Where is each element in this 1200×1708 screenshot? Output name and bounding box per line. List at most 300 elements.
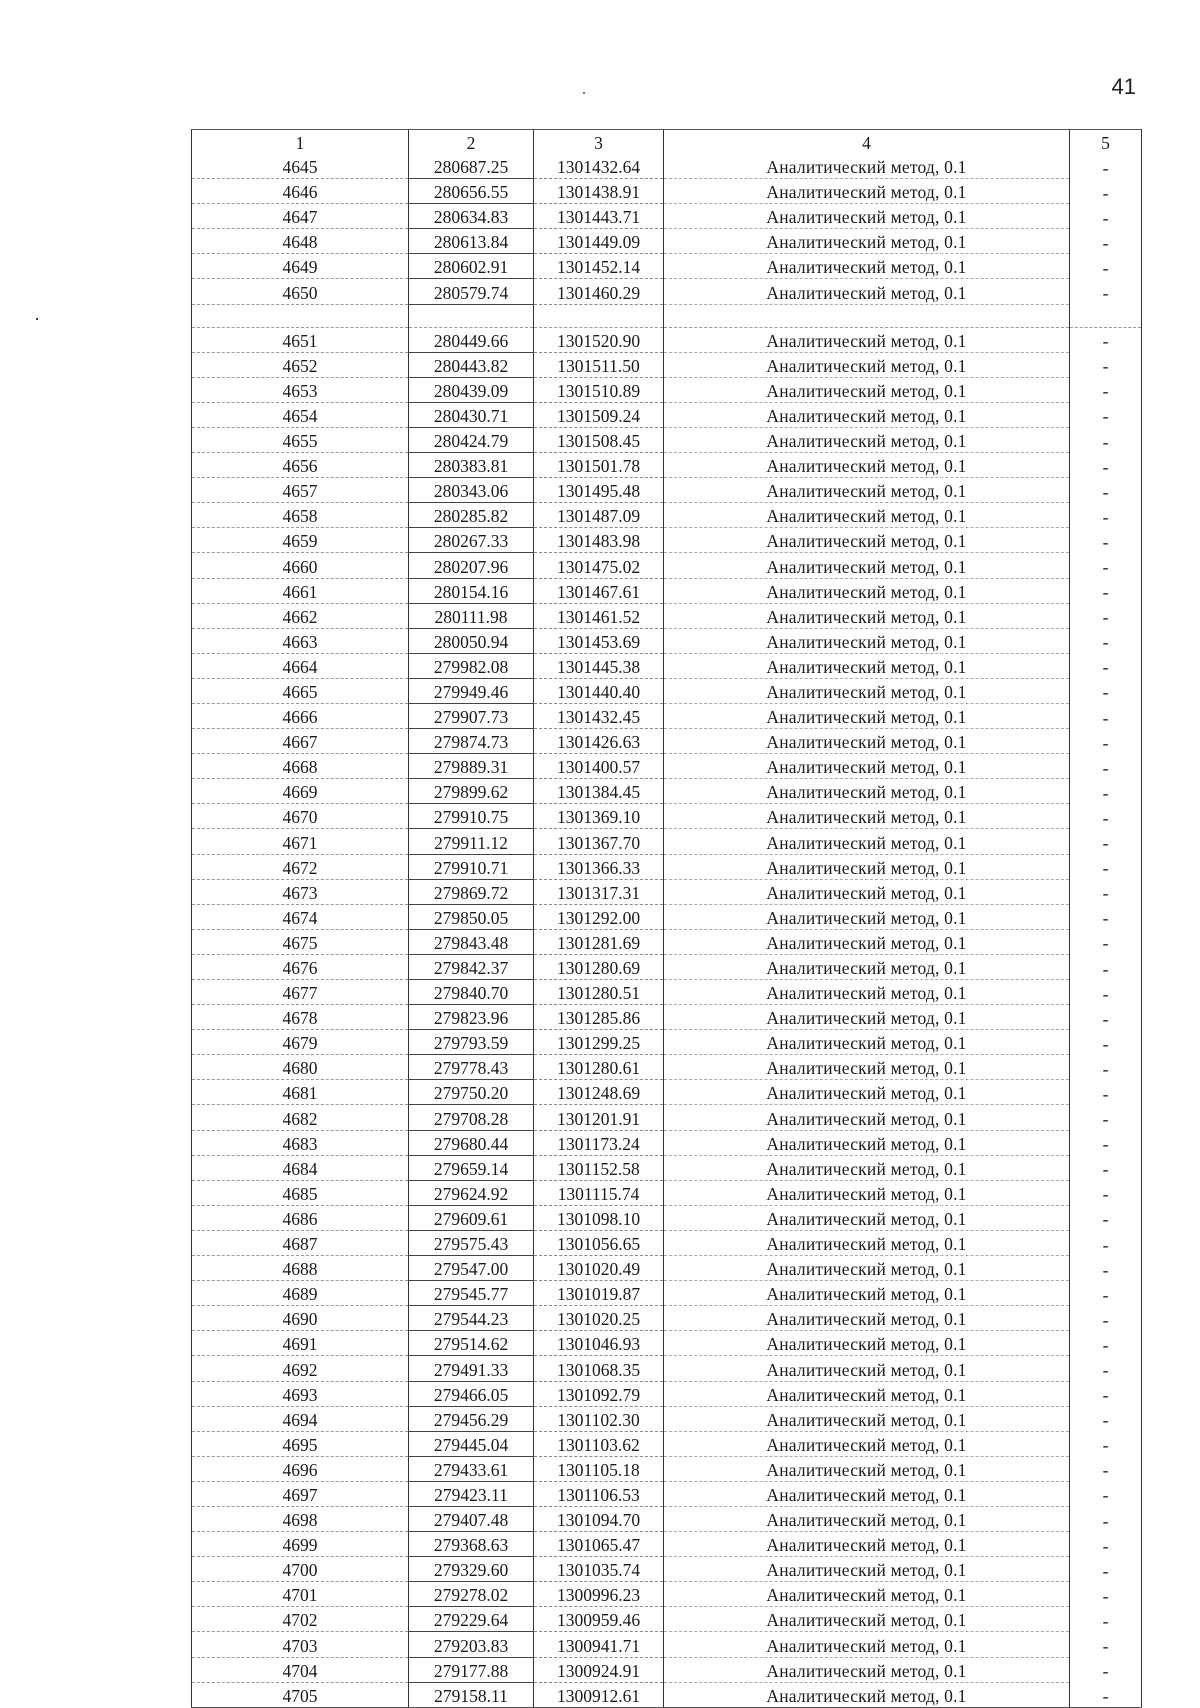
y-coordinate-cell: 1301369.10: [534, 804, 664, 829]
note-cell: -: [1070, 204, 1142, 229]
x-coordinate-cell: 279575.43: [409, 1230, 534, 1255]
point-number-cell: 4675: [192, 929, 409, 954]
point-number-cell: 4664: [192, 653, 409, 678]
method-accuracy-cell: Аналитический метод, 0.1: [664, 1105, 1070, 1130]
method-accuracy-cell: Аналитический метод, 0.1: [664, 1080, 1070, 1105]
point-number-cell: 4685: [192, 1180, 409, 1205]
method-accuracy-cell: Аналитический метод, 0.1: [664, 377, 1070, 402]
table-body: [192, 154, 1142, 1707]
method-accuracy-cell: Аналитический метод, 0.1: [664, 427, 1070, 452]
table-row: [192, 377, 1142, 402]
y-coordinate-cell: 1301445.38: [534, 653, 664, 678]
x-coordinate-cell: 279514.62: [409, 1331, 534, 1356]
x-coordinate-cell: 279547.00: [409, 1256, 534, 1281]
point-number-cell: 4663: [192, 628, 409, 653]
x-coordinate-cell: 280050.94: [409, 628, 534, 653]
note-cell: -: [1070, 179, 1142, 204]
separator-cell: [192, 304, 409, 327]
point-number-cell: 4651: [192, 327, 409, 352]
y-coordinate-cell: 1301453.69: [534, 628, 664, 653]
method-accuracy-cell: Аналитический метод, 0.1: [664, 779, 1070, 804]
y-coordinate-cell: 1301280.69: [534, 954, 664, 979]
y-coordinate-cell: 1301152.58: [534, 1155, 664, 1180]
method-accuracy-cell: Аналитический метод, 0.1: [664, 1607, 1070, 1632]
point-number-cell: 4692: [192, 1356, 409, 1381]
table-row: [192, 279, 1142, 304]
method-accuracy-cell: Аналитический метод, 0.1: [664, 179, 1070, 204]
point-number-cell: 4695: [192, 1431, 409, 1456]
note-cell: -: [1070, 402, 1142, 427]
table-row: [192, 154, 1142, 179]
point-number-cell: 4649: [192, 254, 409, 279]
table-row: [192, 1431, 1142, 1456]
note-cell: -: [1070, 1130, 1142, 1155]
method-accuracy-cell: Аналитический метод, 0.1: [664, 279, 1070, 304]
point-number-cell: 4684: [192, 1155, 409, 1180]
note-cell: -: [1070, 1306, 1142, 1331]
y-coordinate-cell: 1301508.45: [534, 427, 664, 452]
point-number-cell: 4665: [192, 678, 409, 703]
x-coordinate-cell: 279545.77: [409, 1281, 534, 1306]
table-row: [192, 1381, 1142, 1406]
table-row: [192, 678, 1142, 703]
note-cell: -: [1070, 427, 1142, 452]
y-coordinate-cell: 1301056.65: [534, 1230, 664, 1255]
method-accuracy-cell: Аналитический метод, 0.1: [664, 929, 1070, 954]
table-row: [192, 1306, 1142, 1331]
method-accuracy-cell: Аналитический метод, 0.1: [664, 1557, 1070, 1582]
note-cell: -: [1070, 1105, 1142, 1130]
table-row: [192, 352, 1142, 377]
point-number-cell: 4673: [192, 879, 409, 904]
table-row: [192, 628, 1142, 653]
x-coordinate-cell: 280443.82: [409, 352, 534, 377]
header-col-2: 2: [409, 130, 534, 155]
header-col-3: 3: [534, 130, 664, 155]
method-accuracy-cell: Аналитический метод, 0.1: [664, 352, 1070, 377]
table-row: [192, 779, 1142, 804]
method-accuracy-cell: Аналитический метод, 0.1: [664, 1130, 1070, 1155]
method-accuracy-cell: Аналитический метод, 0.1: [664, 1281, 1070, 1306]
y-coordinate-cell: 1301102.30: [534, 1406, 664, 1431]
table-row: [192, 1105, 1142, 1130]
note-cell: -: [1070, 1331, 1142, 1356]
note-cell: -: [1070, 980, 1142, 1005]
x-coordinate-cell: 279177.88: [409, 1657, 534, 1682]
table-row: [192, 578, 1142, 603]
table-row: [192, 1356, 1142, 1381]
method-accuracy-cell: Аналитический метод, 0.1: [664, 453, 1070, 478]
y-coordinate-cell: 1301299.25: [534, 1030, 664, 1055]
note-cell: -: [1070, 1356, 1142, 1381]
method-accuracy-cell: Аналитический метод, 0.1: [664, 1030, 1070, 1055]
point-number-cell: 4678: [192, 1005, 409, 1030]
table-row: [192, 204, 1142, 229]
y-coordinate-cell: 1301432.45: [534, 703, 664, 728]
x-coordinate-cell: 279329.60: [409, 1557, 534, 1582]
table-row: [192, 1030, 1142, 1055]
table-row: [192, 1155, 1142, 1180]
x-coordinate-cell: 280154.16: [409, 578, 534, 603]
method-accuracy-cell: Аналитический метод, 0.1: [664, 754, 1070, 779]
y-coordinate-cell: 1301248.69: [534, 1080, 664, 1105]
x-coordinate-cell: 279899.62: [409, 779, 534, 804]
point-number-cell: 4682: [192, 1105, 409, 1130]
point-number-cell: 4698: [192, 1506, 409, 1531]
table-row: [192, 1130, 1142, 1155]
method-accuracy-cell: Аналитический метод, 0.1: [664, 879, 1070, 904]
note-cell: -: [1070, 1080, 1142, 1105]
note-cell: -: [1070, 453, 1142, 478]
y-coordinate-cell: 1301384.45: [534, 779, 664, 804]
method-accuracy-cell: Аналитический метод, 0.1: [664, 1230, 1070, 1255]
table-row: [192, 1682, 1142, 1707]
table-row: [192, 1281, 1142, 1306]
point-number-cell: 4660: [192, 553, 409, 578]
x-coordinate-cell: 279910.75: [409, 804, 534, 829]
table-row: [192, 1557, 1142, 1582]
point-number-cell: 4686: [192, 1205, 409, 1230]
y-coordinate-cell: 1301292.00: [534, 904, 664, 929]
point-number-cell: 4689: [192, 1281, 409, 1306]
table-row: [192, 1532, 1142, 1557]
separator-cell: [409, 304, 534, 327]
point-number-cell: 4662: [192, 603, 409, 628]
x-coordinate-cell: 279456.29: [409, 1406, 534, 1431]
method-accuracy-cell: Аналитический метод, 0.1: [664, 1632, 1070, 1657]
x-coordinate-cell: 279680.44: [409, 1130, 534, 1155]
method-accuracy-cell: Аналитический метод, 0.1: [664, 478, 1070, 503]
x-coordinate-cell: 279843.48: [409, 929, 534, 954]
x-coordinate-cell: 279659.14: [409, 1155, 534, 1180]
note-cell: -: [1070, 653, 1142, 678]
x-coordinate-cell: 279423.11: [409, 1481, 534, 1506]
method-accuracy-cell: Аналитический метод, 0.1: [664, 229, 1070, 254]
note-cell: -: [1070, 678, 1142, 703]
note-cell: -: [1070, 553, 1142, 578]
note-cell: -: [1070, 1256, 1142, 1281]
method-accuracy-cell: Аналитический метод, 0.1: [664, 1155, 1070, 1180]
header-col-4: 4: [664, 130, 1070, 155]
point-number-cell: 4666: [192, 703, 409, 728]
table-row: [192, 1456, 1142, 1481]
y-coordinate-cell: 1301440.40: [534, 678, 664, 703]
note-cell: -: [1070, 1481, 1142, 1506]
y-coordinate-cell: 1301475.02: [534, 553, 664, 578]
y-coordinate-cell: 1301510.89: [534, 377, 664, 402]
table-row: [192, 754, 1142, 779]
x-coordinate-cell: 279708.28: [409, 1105, 534, 1130]
y-coordinate-cell: 1301094.70: [534, 1506, 664, 1531]
point-number-cell: 4696: [192, 1456, 409, 1481]
x-coordinate-cell: 279889.31: [409, 754, 534, 779]
y-coordinate-cell: 1301280.61: [534, 1055, 664, 1080]
method-accuracy-cell: Аналитический метод, 0.1: [664, 829, 1070, 854]
table-row: [192, 478, 1142, 503]
note-cell: -: [1070, 1657, 1142, 1682]
note-cell: -: [1070, 1682, 1142, 1707]
note-cell: -: [1070, 279, 1142, 304]
point-number-cell: 4659: [192, 528, 409, 553]
y-coordinate-cell: 1301452.14: [534, 254, 664, 279]
x-coordinate-cell: 279407.48: [409, 1506, 534, 1531]
note-cell: -: [1070, 904, 1142, 929]
point-number-cell: 4650: [192, 279, 409, 304]
method-accuracy-cell: Аналитический метод, 0.1: [664, 1055, 1070, 1080]
point-number-cell: 4704: [192, 1657, 409, 1682]
x-coordinate-cell: 279778.43: [409, 1055, 534, 1080]
point-number-cell: 4672: [192, 854, 409, 879]
note-cell: -: [1070, 729, 1142, 754]
y-coordinate-cell: 1301115.74: [534, 1180, 664, 1205]
method-accuracy-cell: Аналитический метод, 0.1: [664, 1205, 1070, 1230]
method-accuracy-cell: Аналитический метод, 0.1: [664, 1406, 1070, 1431]
table-row: [192, 729, 1142, 754]
method-accuracy-cell: Аналитический метод, 0.1: [664, 154, 1070, 179]
y-coordinate-cell: 1301366.33: [534, 854, 664, 879]
x-coordinate-cell: 279869.72: [409, 879, 534, 904]
y-coordinate-cell: 1301460.29: [534, 279, 664, 304]
y-coordinate-cell: 1301020.49: [534, 1256, 664, 1281]
y-coordinate-cell: 1301400.57: [534, 754, 664, 779]
y-coordinate-cell: 1301285.86: [534, 1005, 664, 1030]
point-number-cell: 4653: [192, 377, 409, 402]
y-coordinate-cell: 1301432.64: [534, 154, 664, 179]
table-row: [192, 854, 1142, 879]
point-number-cell: 4645: [192, 154, 409, 179]
table-row: [192, 1005, 1142, 1030]
table-row: [192, 1230, 1142, 1255]
y-coordinate-cell: 1301173.24: [534, 1130, 664, 1155]
note-cell: -: [1070, 804, 1142, 829]
x-coordinate-cell: 280656.55: [409, 179, 534, 204]
x-coordinate-cell: 279278.02: [409, 1582, 534, 1607]
point-number-cell: 4701: [192, 1582, 409, 1607]
table-row: [192, 427, 1142, 452]
note-cell: -: [1070, 703, 1142, 728]
separator-cell: [664, 304, 1070, 327]
y-coordinate-cell: 1301443.71: [534, 204, 664, 229]
method-accuracy-cell: Аналитический метод, 0.1: [664, 402, 1070, 427]
note-cell: -: [1070, 254, 1142, 279]
note-cell: -: [1070, 1456, 1142, 1481]
point-number-cell: 4655: [192, 427, 409, 452]
note-cell: -: [1070, 229, 1142, 254]
method-accuracy-cell: Аналитический метод, 0.1: [664, 804, 1070, 829]
method-accuracy-cell: Аналитический метод, 0.1: [664, 1682, 1070, 1707]
y-coordinate-cell: 1301438.91: [534, 179, 664, 204]
point-number-cell: 4646: [192, 179, 409, 204]
note-cell: -: [1070, 1431, 1142, 1456]
note-cell: -: [1070, 1557, 1142, 1582]
x-coordinate-cell: 279842.37: [409, 954, 534, 979]
table-row: [192, 603, 1142, 628]
row-separator: [192, 304, 1142, 327]
note-cell: -: [1070, 954, 1142, 979]
note-cell: -: [1070, 578, 1142, 603]
point-number-cell: 4688: [192, 1256, 409, 1281]
y-coordinate-cell: 1301035.74: [534, 1557, 664, 1582]
table-row: [192, 1205, 1142, 1230]
note-cell: -: [1070, 1632, 1142, 1657]
y-coordinate-cell: 1301281.69: [534, 929, 664, 954]
x-coordinate-cell: 280207.96: [409, 553, 534, 578]
method-accuracy-cell: Аналитический метод, 0.1: [664, 1005, 1070, 1030]
method-accuracy-cell: Аналитический метод, 0.1: [664, 1582, 1070, 1607]
table-row: [192, 254, 1142, 279]
note-cell: -: [1070, 754, 1142, 779]
note-cell: -: [1070, 1281, 1142, 1306]
point-number-cell: 4683: [192, 1130, 409, 1155]
x-coordinate-cell: 279910.71: [409, 854, 534, 879]
method-accuracy-cell: Аналитический метод, 0.1: [664, 553, 1070, 578]
note-cell: -: [1070, 1582, 1142, 1607]
note-cell: -: [1070, 377, 1142, 402]
method-accuracy-cell: Аналитический метод, 0.1: [664, 578, 1070, 603]
y-coordinate-cell: 1301509.24: [534, 402, 664, 427]
method-accuracy-cell: Аналитический метод, 0.1: [664, 1456, 1070, 1481]
note-cell: -: [1070, 854, 1142, 879]
point-number-cell: 4681: [192, 1080, 409, 1105]
y-coordinate-cell: 1301520.90: [534, 327, 664, 352]
note-cell: -: [1070, 1607, 1142, 1632]
x-coordinate-cell: 279874.73: [409, 729, 534, 754]
method-accuracy-cell: Аналитический метод, 0.1: [664, 980, 1070, 1005]
y-coordinate-cell: 1301098.10: [534, 1205, 664, 1230]
x-coordinate-cell: 280285.82: [409, 503, 534, 528]
method-accuracy-cell: Аналитический метод, 0.1: [664, 954, 1070, 979]
coordinates-table: [191, 129, 1142, 1708]
point-number-cell: 4680: [192, 1055, 409, 1080]
point-number-cell: 4676: [192, 954, 409, 979]
method-accuracy-cell: Аналитический метод, 0.1: [664, 1256, 1070, 1281]
table-row: [192, 453, 1142, 478]
note-cell: -: [1070, 154, 1142, 179]
point-number-cell: 4668: [192, 754, 409, 779]
method-accuracy-cell: Аналитический метод, 0.1: [664, 1356, 1070, 1381]
x-coordinate-cell: 280579.74: [409, 279, 534, 304]
header-col-5: 5: [1070, 130, 1142, 155]
table-row: [192, 1607, 1142, 1632]
point-number-cell: 4677: [192, 980, 409, 1005]
table-row: [192, 1406, 1142, 1431]
y-coordinate-cell: 1301317.31: [534, 879, 664, 904]
table-row: [192, 653, 1142, 678]
separator-cell: [1070, 304, 1142, 327]
y-coordinate-cell: 1301092.79: [534, 1381, 664, 1406]
x-coordinate-cell: 279466.05: [409, 1381, 534, 1406]
x-coordinate-cell: 279544.23: [409, 1306, 534, 1331]
point-number-cell: 4705: [192, 1682, 409, 1707]
method-accuracy-cell: Аналитический метод, 0.1: [664, 628, 1070, 653]
point-number-cell: 4671: [192, 829, 409, 854]
table-row: [192, 1180, 1142, 1205]
note-cell: -: [1070, 1230, 1142, 1255]
method-accuracy-cell: Аналитический метод, 0.1: [664, 1657, 1070, 1682]
y-coordinate-cell: 1300941.71: [534, 1632, 664, 1657]
table-row: [192, 553, 1142, 578]
method-accuracy-cell: Аналитический метод, 0.1: [664, 904, 1070, 929]
x-coordinate-cell: 279229.64: [409, 1607, 534, 1632]
table-row: [192, 703, 1142, 728]
method-accuracy-cell: Аналитический метод, 0.1: [664, 254, 1070, 279]
x-coordinate-cell: 280602.91: [409, 254, 534, 279]
x-coordinate-cell: 280343.06: [409, 478, 534, 503]
note-cell: -: [1070, 327, 1142, 352]
table-row: [192, 1055, 1142, 1080]
note-cell: -: [1070, 1406, 1142, 1431]
y-coordinate-cell: 1300924.91: [534, 1657, 664, 1682]
x-coordinate-cell: 279949.46: [409, 678, 534, 703]
y-coordinate-cell: 1301046.93: [534, 1331, 664, 1356]
y-coordinate-cell: 1301511.50: [534, 352, 664, 377]
note-cell: -: [1070, 603, 1142, 628]
point-number-cell: 4661: [192, 578, 409, 603]
point-number-cell: 4657: [192, 478, 409, 503]
method-accuracy-cell: Аналитический метод, 0.1: [664, 528, 1070, 553]
x-coordinate-cell: 280111.98: [409, 603, 534, 628]
y-coordinate-cell: 1300959.46: [534, 1607, 664, 1632]
x-coordinate-cell: 280449.66: [409, 327, 534, 352]
y-coordinate-cell: 1301105.18: [534, 1456, 664, 1481]
note-cell: -: [1070, 352, 1142, 377]
table-row: [192, 503, 1142, 528]
y-coordinate-cell: 1301065.47: [534, 1532, 664, 1557]
method-accuracy-cell: Аналитический метод, 0.1: [664, 503, 1070, 528]
point-number-cell: 4700: [192, 1557, 409, 1582]
x-coordinate-cell: 279433.61: [409, 1456, 534, 1481]
table-row: [192, 1256, 1142, 1281]
note-cell: -: [1070, 779, 1142, 804]
point-number-cell: 4669: [192, 779, 409, 804]
x-coordinate-cell: 279793.59: [409, 1030, 534, 1055]
x-coordinate-cell: 279445.04: [409, 1431, 534, 1456]
note-cell: -: [1070, 1005, 1142, 1030]
y-coordinate-cell: 1301461.52: [534, 603, 664, 628]
y-coordinate-cell: 1301467.61: [534, 578, 664, 603]
point-number-cell: 4690: [192, 1306, 409, 1331]
method-accuracy-cell: Аналитический метод, 0.1: [664, 854, 1070, 879]
note-cell: -: [1070, 879, 1142, 904]
note-cell: -: [1070, 1155, 1142, 1180]
method-accuracy-cell: Аналитический метод, 0.1: [664, 327, 1070, 352]
y-coordinate-cell: 1301495.48: [534, 478, 664, 503]
x-coordinate-cell: 279850.05: [409, 904, 534, 929]
x-coordinate-cell: 279907.73: [409, 703, 534, 728]
method-accuracy-cell: Аналитический метод, 0.1: [664, 204, 1070, 229]
y-coordinate-cell: 1301106.53: [534, 1481, 664, 1506]
method-accuracy-cell: Аналитический метод, 0.1: [664, 1431, 1070, 1456]
x-coordinate-cell: 279368.63: [409, 1532, 534, 1557]
x-coordinate-cell: 279982.08: [409, 653, 534, 678]
table-row: [192, 528, 1142, 553]
header-row: [192, 130, 1142, 155]
note-cell: -: [1070, 1030, 1142, 1055]
x-coordinate-cell: 279823.96: [409, 1005, 534, 1030]
method-accuracy-cell: Аналитический метод, 0.1: [664, 603, 1070, 628]
y-coordinate-cell: 1301019.87: [534, 1281, 664, 1306]
table-row: [192, 402, 1142, 427]
note-cell: -: [1070, 628, 1142, 653]
point-number-cell: 4670: [192, 804, 409, 829]
y-coordinate-cell: 1301483.98: [534, 528, 664, 553]
y-coordinate-cell: 1301449.09: [534, 229, 664, 254]
x-coordinate-cell: 280634.83: [409, 204, 534, 229]
page-number: 41: [1111, 74, 1136, 99]
x-coordinate-cell: 279750.20: [409, 1080, 534, 1105]
table-row: [192, 1481, 1142, 1506]
point-number-cell: 4652: [192, 352, 409, 377]
